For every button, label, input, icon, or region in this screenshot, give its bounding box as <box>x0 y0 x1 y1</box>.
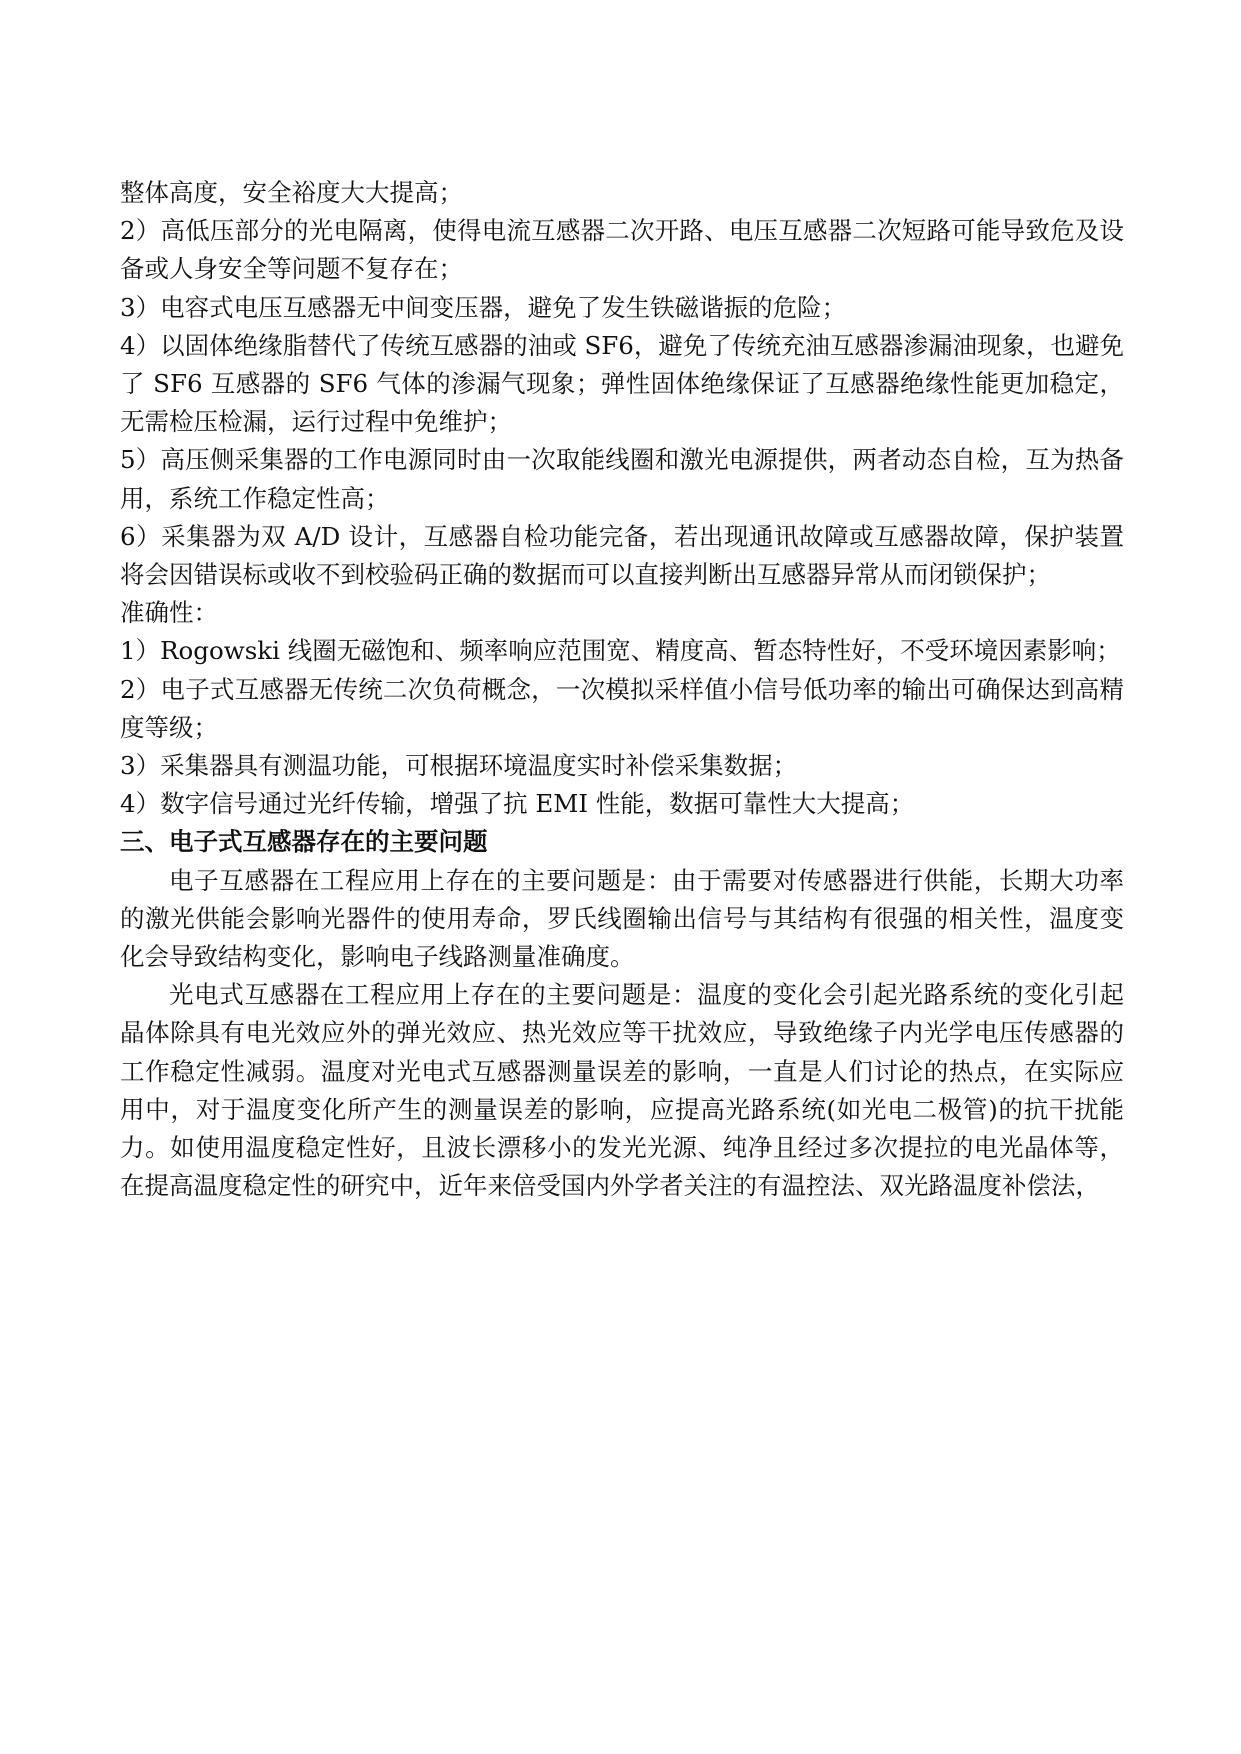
accuracy-label: 准确性： <box>120 598 218 628</box>
accuracy-item-3: 3）采集器具有测温功能，可根据环境温度实时补偿采集数据； <box>120 751 798 781</box>
accuracy-item-2: 2）电子式互感器无传统二次负荷概念，一次模拟采样值小信号低功率的输出可确保达到高精度等级； <box>120 674 1124 742</box>
list-item-4: 4）以固体绝缘脂替代了传统互感器的油或 SF6，避免了传统充油互感器渗漏油现象，也避免了 SF6 互感器的 SF6 气体的渗漏气现象；弹性固体绝缘保证了互感器绝缘性能更加稳定，无需检压检漏，运行过程中免维护； <box>120 330 1124 437</box>
list-item-3: 3）电容式电压互感器无中间变压器，避免了发生铁磁谐振的危险； <box>120 292 847 322</box>
accuracy-item-1: 1）Rogowski 线圈无磁饱和、频率响应范围宽、精度高、暂态特性好，不受环境因素影响； <box>120 636 1121 666</box>
section-heading: 三、电子式互感器存在的主要问题 <box>120 827 488 857</box>
list-item-2: 2）高低压部分的光电隔离，使得电流互感器二次开路、电压互感器二次短路可能导致危及设备或人身安全等问题不复存在； <box>120 216 1124 284</box>
accuracy-item-4: 4）数字信号通过光纤传输，增强了抗 EMI 性能，数据可靠性大大提高； <box>120 789 915 819</box>
list-continuation-line: 整体高度，安全裕度大大提高； <box>120 178 463 207</box>
section-paragraph-1: 电子互感器在工程应用上存在的主要问题是：由于需要对传感器进行供能，长期大功率的激光供能会影响光器件的使用寿命，罗氏线圈输出信号与其结构有很强的相关性，温度变化会导致结构变化，影响电子线路测量准确度。 <box>120 865 1124 972</box>
list-item-5: 5）高压侧采集器的工作电源同时由一次取能线圈和激光电源提供，两者动态自检，互为热备用，系统工作稳定性高； <box>120 445 1124 513</box>
section-paragraph-2: 光电式互感器在工程应用上存在的主要问题是：温度的变化会引起光路系统的变化引起晶体除具有电光效应外的弹光效应、热光效应等干扰效应，导致绝缘子内光学电压传感器的工作稳定性减弱。温度对光电式互感器测量误差的影响，一直是人们讨论的热点，在实际应用中，对于温度变化所产生的测量误差的影响，应提高光路系统(如光电二极管)的抗干扰能力。如使用温度稳定性好，且波长漂移小的发光光源、纯净且经过多次提拉的电光晶体等，在提高温度稳定性的研究中，近年来倍受国内外学者关注的有温控法、双光路温度补偿法， <box>120 980 1124 1201</box>
document-page <box>120 174 1124 1205</box>
list-item-6: 6）采集器为双 A/D 设计，互感器自检功能完备，若出现通讯故障或互感器故障，保护装置将会因错误标或收不到校验码正确的数据而可以直接判断出互感器异常从而闭锁保护； <box>120 521 1124 590</box>
